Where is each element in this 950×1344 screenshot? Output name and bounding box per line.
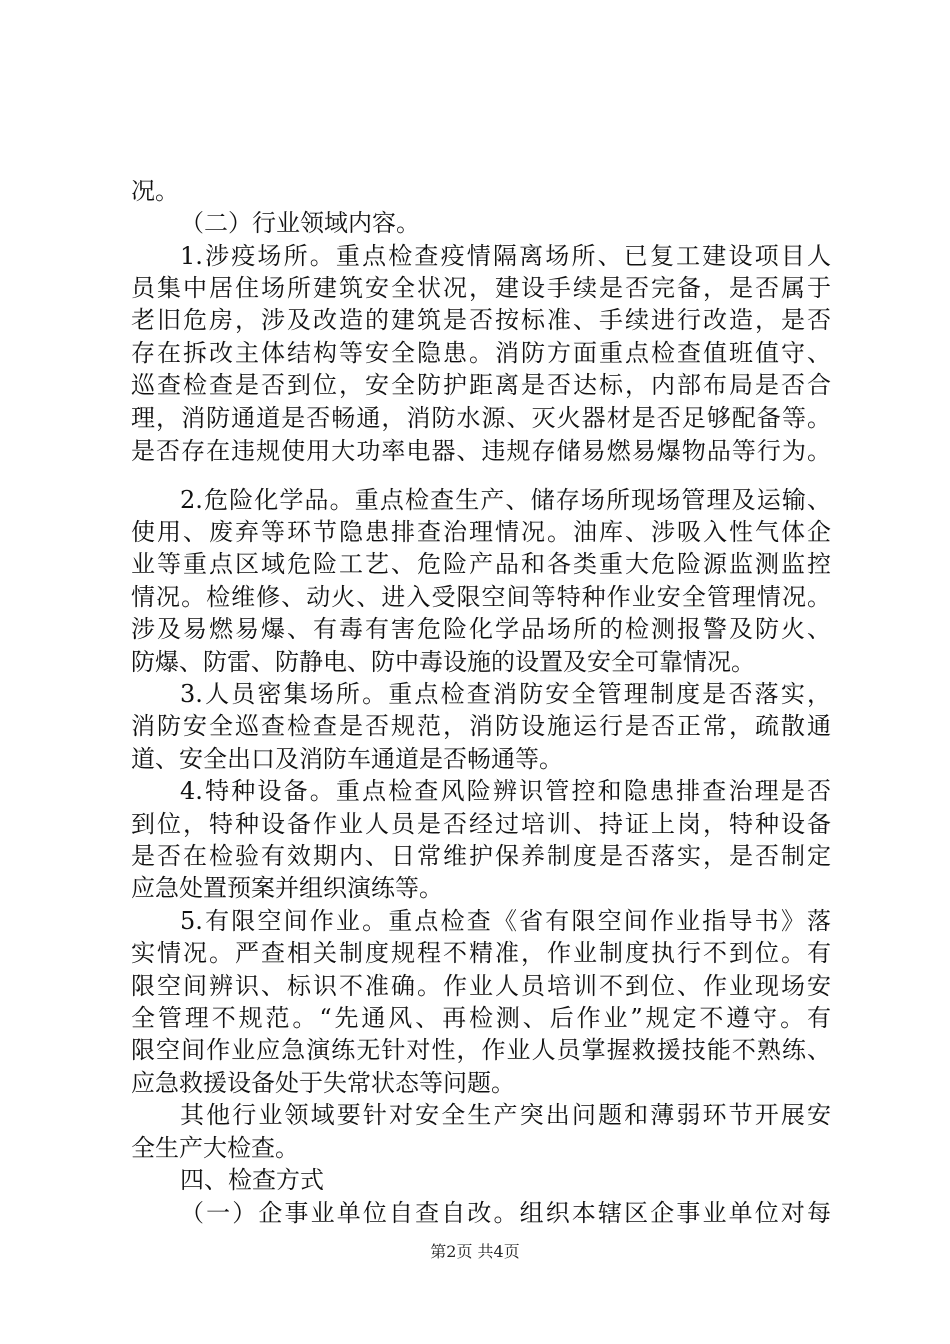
text-line: 限空间辨识、标识不准确。作业人员培训不到位、作业现场安 [131,972,831,1000]
text-line: 到位，特种设备作业人员是否经过培训、持证上岗，特种设备 [131,810,831,838]
text-line: 应急救援设备处于失常状态等问题。 [131,1069,515,1097]
text-line: 使用、废弃等环节隐患排查治理情况。油库、涉吸入性气体企 [131,518,831,546]
text-line: 4.特种设备。重点检查风险辨识管控和隐患排查治理是否 [180,777,831,805]
text-line: 1.涉疫场所。重点检查疫情隔离场所、已复工建设项目人 [180,242,831,270]
text-line: 员集中居住场所建筑安全状况，建设手续是否完备，是否属于 [131,274,831,302]
text-line: 3.人员密集场所。重点检查消防安全管理制度是否落实， [180,680,831,708]
text-line: 道、安全出口及消防车通道是否畅通等。 [131,745,563,773]
text-line: 况。 [131,177,179,205]
text-line: 全管理不规范。“先通风、再检测、后作业”规定不遵守。有 [131,1004,831,1032]
text-line: 2.危险化学品。重点检查生产、储存场所现场管理及运输、 [180,486,831,514]
text-line: 消防安全巡查检查是否规范，消防设施运行是否正常，疏散通 [131,712,831,740]
text-line: 理，消防通道是否畅通，消防水源、灭火器材是否足够配备等。 [131,404,831,432]
section-heading: 四、检查方式 [180,1166,324,1194]
text-line: 存在拆改主体结构等安全隐患。消防方面重点检查值班值守、 [131,339,831,367]
text-line: 防爆、防雷、防静电、防中毒设施的设置及安全可靠情况。 [131,648,755,676]
page-number-footer: 第2页 共4页 [430,1242,520,1261]
text-line: 全生产大检查。 [131,1134,299,1162]
text-line: 业等重点区域危险工艺、危险产品和各类重大危险源监测监控 [131,550,831,578]
text-line: 其他行业领域要针对安全生产突出问题和薄弱环节开展安 [180,1101,831,1129]
text-line: 限空间作业应急演练无针对性，作业人员掌握救援技能不熟练、 [131,1036,831,1064]
text-line: 实情况。严查相关制度规程不精准，作业制度执行不到位。有 [131,939,831,967]
text-line: 涉及易燃易爆、有毒有害危险化学品场所的检测报警及防火、 [131,615,831,643]
text-line: 老旧危房，涉及改造的建筑是否按标准、手续进行改造，是否 [131,306,831,334]
text-line: 应急处置预案并组织演练等。 [131,874,443,902]
section-heading: （二）行业领域内容。 [180,209,420,237]
text-line: 是否在检验有效期内、日常维护保养制度是否落实，是否制定 [131,842,831,870]
text-line: 巡查检查是否到位，安全防护距离是否达标，内部布局是否合 [131,371,831,399]
text-line: （一）企事业单位自查自改。组织本辖区企事业单位对每 [180,1199,831,1227]
text-line: 是否存在违规使用大功率电器、违规存储易燃易爆物品等行为。 [131,437,831,465]
text-line: 5.有限空间作业。重点检查《省有限空间作业指导书》落 [180,907,831,935]
text-line: 情况。检维修、动火、进入受限空间等特种作业安全管理情况。 [131,583,831,611]
